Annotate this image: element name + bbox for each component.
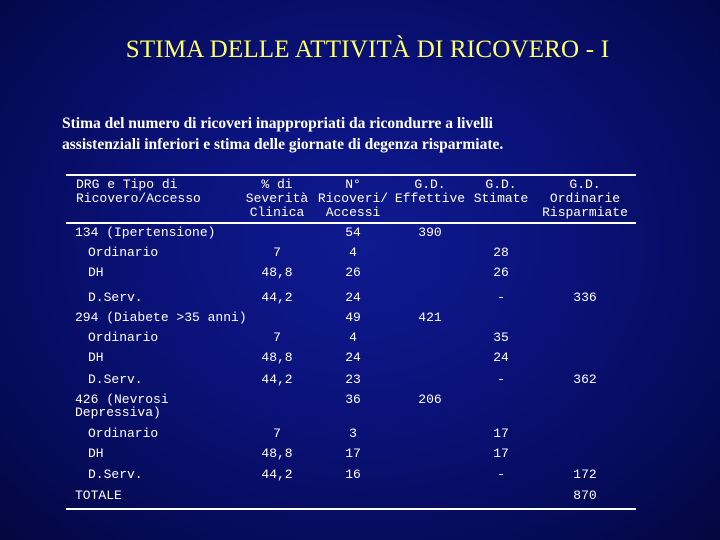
cell-ric: 36 bbox=[345, 392, 361, 407]
cell-ric: 24 bbox=[345, 290, 361, 305]
cell-ord: 336 bbox=[573, 290, 597, 305]
row-label: Ordinario bbox=[88, 426, 159, 441]
slide-title: STIMA DELLE ATTIVITÀ DI RICOVERO - I bbox=[125, 36, 610, 63]
cell-sti: 24 bbox=[493, 350, 509, 365]
cell-ord: 362 bbox=[573, 372, 597, 387]
cell-sti: - bbox=[497, 290, 505, 305]
cell-sti: - bbox=[497, 467, 505, 482]
header-gd-stimate: Stimate bbox=[473, 191, 529, 206]
cell-eff: 421 bbox=[418, 310, 442, 325]
cell-ric: 49 bbox=[345, 310, 361, 325]
header-severita: % di bbox=[261, 177, 293, 192]
table-header-rule bbox=[66, 222, 636, 224]
row-label: Ordinario bbox=[88, 245, 159, 260]
header-severita: Severità bbox=[245, 191, 309, 206]
cell-sev: 48,8 bbox=[261, 350, 293, 365]
cell-sev: 48,8 bbox=[261, 265, 293, 280]
table-bottom-rule bbox=[66, 508, 636, 510]
cell-ric: 4 bbox=[349, 245, 357, 260]
row-label: D.Serv. bbox=[88, 467, 143, 482]
cell-ric: 23 bbox=[345, 372, 361, 387]
cell-sti: 28 bbox=[493, 245, 509, 260]
header-gd-ordinarie: G.D. bbox=[569, 177, 601, 192]
row-label: 294 (Diabete >35 anni) bbox=[75, 310, 247, 325]
header-drg: DRG e Tipo di bbox=[76, 177, 178, 192]
cell-eff: 206 bbox=[418, 392, 442, 407]
cell-sti: 26 bbox=[493, 265, 509, 280]
subtitle-line-2: assistenziali inferiori e stima delle giornate di degenza risparmiate. bbox=[62, 136, 504, 153]
row-label: Ordinario bbox=[88, 330, 159, 345]
cell-sev: 7 bbox=[273, 330, 281, 345]
row-label: TOTALE bbox=[75, 488, 122, 503]
header-ricoveri: Accessi bbox=[325, 205, 381, 220]
row-label: DH bbox=[88, 265, 104, 280]
table-top-rule bbox=[66, 174, 636, 176]
header-drg: Ricovero/Accesso bbox=[76, 191, 201, 206]
header-gd-ordinarie: Ordinarie bbox=[549, 191, 621, 206]
cell-sti: 17 bbox=[493, 446, 509, 461]
row-label: D.Serv. bbox=[88, 372, 143, 387]
cell-ric: 54 bbox=[345, 225, 361, 240]
cell-ric: 24 bbox=[345, 350, 361, 365]
cell-sti: 17 bbox=[493, 426, 509, 441]
slide-subtitle bbox=[62, 113, 662, 155]
cell-sti: 35 bbox=[493, 330, 509, 345]
header-gd-effettive: Effettive bbox=[394, 191, 466, 206]
subtitle-line-1: Stima del numero di ricoveri inappropriati da ricondurre a livelli bbox=[62, 115, 493, 132]
cell-sev: 7 bbox=[273, 245, 281, 260]
header-severita: Clinica bbox=[249, 205, 305, 220]
cell-ric: 26 bbox=[345, 265, 361, 280]
cell-ric: 3 bbox=[349, 426, 357, 441]
row-label: 134 (Ipertensione) bbox=[75, 225, 216, 240]
header-ricoveri: Ricoveri/ bbox=[317, 191, 389, 206]
cell-sev: 7 bbox=[273, 426, 281, 441]
row-label: DH bbox=[88, 350, 104, 365]
row-label: DH bbox=[88, 446, 104, 461]
row-label: 426 (Nevrosi bbox=[75, 392, 169, 407]
cell-ord: 870 bbox=[573, 488, 597, 503]
cell-ric: 16 bbox=[345, 467, 361, 482]
cell-ric: 17 bbox=[345, 446, 361, 461]
header-gd-effettive: G.D. bbox=[414, 177, 446, 192]
row-label: Depressiva) bbox=[75, 405, 161, 420]
cell-sev: 44,2 bbox=[261, 372, 293, 387]
header-gd-ordinarie: Risparmiate bbox=[542, 205, 628, 220]
cell-ord: 172 bbox=[573, 467, 597, 482]
cell-sev: 44,2 bbox=[261, 467, 293, 482]
cell-eff: 390 bbox=[418, 225, 442, 240]
header-ricoveri: N° bbox=[345, 177, 361, 192]
cell-sev: 48,8 bbox=[261, 446, 293, 461]
cell-sti: - bbox=[497, 372, 505, 387]
cell-ric: 4 bbox=[349, 330, 357, 345]
row-label: D.Serv. bbox=[88, 290, 143, 305]
cell-sev: 44,2 bbox=[261, 290, 293, 305]
header-gd-stimate: G.D. bbox=[485, 177, 517, 192]
